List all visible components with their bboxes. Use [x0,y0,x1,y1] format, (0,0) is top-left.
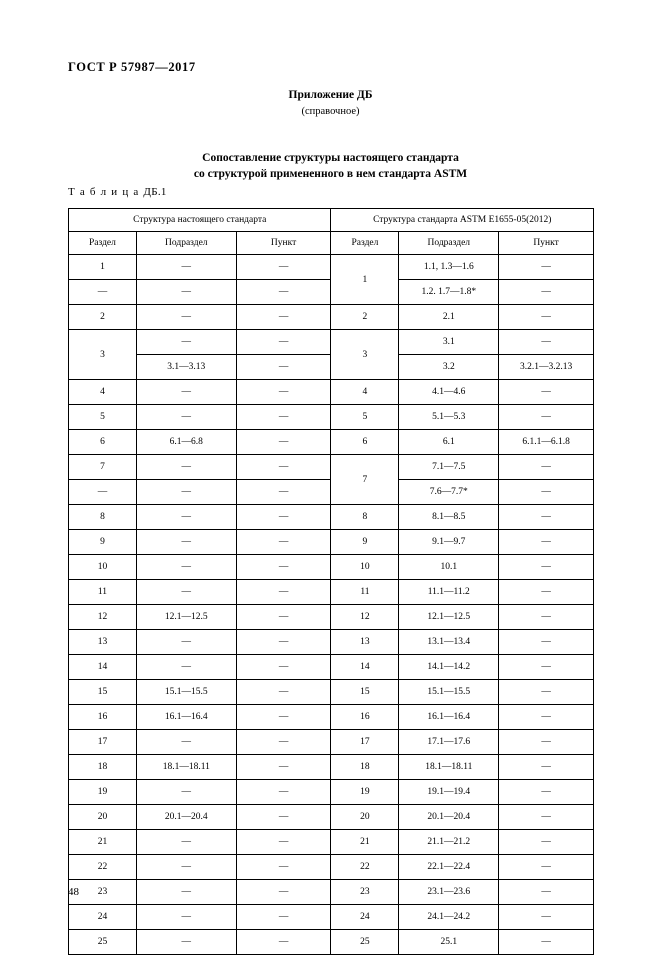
cell-punkt-local: — [236,630,331,655]
cell-razdel-astm: 15 [331,680,399,705]
cell-podrazdel-local: — [136,930,236,955]
cell-podrazdel-local: — [136,655,236,680]
cell-razdel-astm: 13 [331,630,399,655]
page-number: 48 [68,886,79,898]
cell-punkt-local: — [236,355,331,380]
cell-razdel-local: 11 [69,580,137,605]
cell-punkt-astm: — [499,555,594,580]
cell-punkt-local: — [236,330,331,355]
cell-razdel-astm: 9 [331,530,399,555]
cell-podrazdel-local: — [136,505,236,530]
cell-razdel-astm: 10 [331,555,399,580]
cell-razdel-local: 20 [69,805,137,830]
table-row [69,380,594,405]
cell-podrazdel-astm: 7.1—7.5 [399,455,499,480]
cell-punkt-local: — [236,880,331,905]
cell-podrazdel-local: — [136,330,236,355]
cell-razdel-local: — [69,480,137,505]
table-caption-label: Т а б л и ц а [68,186,140,198]
cell-punkt-local: — [236,405,331,430]
cell-punkt-astm: — [499,455,594,480]
cell-razdel-local: 13 [69,630,137,655]
cell-podrazdel-local: — [136,380,236,405]
cell-punkt-astm: — [499,680,594,705]
cell-podrazdel-local: 6.1—6.8 [136,430,236,455]
cell-podrazdel-local: — [136,830,236,855]
cell-razdel-local: — [69,280,137,305]
cell-razdel-local: 9 [69,530,137,555]
table-row [69,330,594,355]
cell-punkt-local: — [236,855,331,880]
cell-razdel-local: 8 [69,505,137,530]
cell-punkt-local: — [236,555,331,580]
cell-punkt-astm: — [499,705,594,730]
cell-podrazdel-local: — [136,905,236,930]
cell-podrazdel-local: — [136,580,236,605]
cell-podrazdel-local: — [136,530,236,555]
cell-podrazdel-astm: 2.1 [399,305,499,330]
cell-razdel-local: 10 [69,555,137,580]
cell-razdel-astm: 21 [331,830,399,855]
cell-punkt-local: — [236,680,331,705]
cell-podrazdel-local: — [136,730,236,755]
page-title-line1: Сопоставление структуры настоящего стандарта [202,152,459,164]
column-header-podrazdel-local: Подраздел [136,232,236,255]
table-row [69,505,594,530]
cell-punkt-astm: — [499,755,594,780]
table-row [69,305,594,330]
page-title [0,150,661,182]
cell-razdel-astm: 7 [331,455,399,505]
cell-podrazdel-astm: 1.1, 1.3—1.6 [399,255,499,280]
table-row [69,555,594,580]
cell-punkt-astm: — [499,530,594,555]
table-row [69,905,594,930]
column-header-punkt-astm: Пункт [499,232,594,255]
column-header-razdel-local: Раздел [69,232,137,255]
cell-razdel-astm: 24 [331,905,399,930]
cell-razdel-local: 6 [69,430,137,455]
cell-podrazdel-astm: 25.1 [399,930,499,955]
cell-razdel-astm: 22 [331,855,399,880]
cell-punkt-local: — [236,805,331,830]
cell-razdel-local: 16 [69,705,137,730]
cell-punkt-astm: — [499,480,594,505]
cell-razdel-local: 5 [69,405,137,430]
cell-punkt-astm: — [499,605,594,630]
cell-punkt-astm: — [499,855,594,880]
cell-podrazdel-local: 12.1—12.5 [136,605,236,630]
cell-punkt-astm: — [499,405,594,430]
column-header-punkt-local: Пункт [236,232,331,255]
cell-podrazdel-local: 18.1—18.11 [136,755,236,780]
cell-razdel-local: 2 [69,305,137,330]
cell-podrazdel-astm: 14.1—14.2 [399,655,499,680]
cell-razdel-astm: 20 [331,805,399,830]
cell-podrazdel-astm: 15.1—15.5 [399,680,499,705]
cell-podrazdel-astm: 11.1—11.2 [399,580,499,605]
cell-punkt-local: — [236,655,331,680]
table-row [69,705,594,730]
cell-punkt-astm: — [499,655,594,680]
cell-podrazdel-astm: 8.1—8.5 [399,505,499,530]
cell-razdel-astm: 18 [331,755,399,780]
table-row [69,255,594,280]
cell-podrazdel-local: — [136,280,236,305]
appendix-title: Приложение ДБ [288,89,373,101]
cell-punkt-local: — [236,580,331,605]
cell-podrazdel-astm: 9.1—9.7 [399,530,499,555]
table-row [69,855,594,880]
cell-punkt-astm: — [499,280,594,305]
cell-punkt-astm: — [499,505,594,530]
cell-podrazdel-local: — [136,480,236,505]
cell-razdel-astm: 14 [331,655,399,680]
cell-podrazdel-astm: 17.1—17.6 [399,730,499,755]
cell-podrazdel-local: — [136,630,236,655]
cell-punkt-local: — [236,905,331,930]
cell-podrazdel-astm: 1.2. 1.7—1.8* [399,280,499,305]
cell-podrazdel-local: — [136,405,236,430]
cell-punkt-astm: — [499,255,594,280]
cell-punkt-astm: — [499,630,594,655]
cell-punkt-local: — [236,255,331,280]
cell-punkt-local: — [236,830,331,855]
cell-punkt-local: — [236,780,331,805]
table-row [69,930,594,955]
cell-podrazdel-astm: 19.1—19.4 [399,780,499,805]
cell-podrazdel-local: — [136,880,236,905]
cell-podrazdel-local: — [136,555,236,580]
cell-podrazdel-astm: 22.1—22.4 [399,855,499,880]
cell-podrazdel-local: — [136,780,236,805]
table-body [69,255,594,955]
cell-podrazdel-local: — [136,305,236,330]
cell-podrazdel-astm: 10.1 [399,555,499,580]
group-header-astm: Структура стандарта ASTM E1655-05(2012) [331,209,594,232]
cell-podrazdel-astm: 5.1—5.3 [399,405,499,430]
table-row [69,780,594,805]
table-column-header-row [69,232,594,255]
cell-punkt-astm: — [499,305,594,330]
cell-punkt-astm: — [499,880,594,905]
cell-podrazdel-local: 20.1—20.4 [136,805,236,830]
cell-razdel-astm: 4 [331,380,399,405]
table-caption-number: ДБ.1 [143,186,167,198]
table-header [69,209,594,255]
table-row [69,455,594,480]
cell-podrazdel-astm: 7.6—7.7* [399,480,499,505]
cell-punkt-local: — [236,930,331,955]
table-group-header-row [69,209,594,232]
cell-punkt-astm: — [499,830,594,855]
cell-razdel-local: 3 [69,330,137,380]
cell-podrazdel-astm: 18.1—18.11 [399,755,499,780]
cell-punkt-local: — [236,705,331,730]
cell-podrazdel-astm: 20.1—20.4 [399,805,499,830]
cell-podrazdel-local: 16.1—16.4 [136,705,236,730]
cell-podrazdel-astm: 3.1 [399,330,499,355]
cell-razdel-astm: 19 [331,780,399,805]
cell-razdel-local: 25 [69,930,137,955]
cell-razdel-astm: 11 [331,580,399,605]
cell-punkt-astm: — [499,730,594,755]
standard-designation: ГОСТ Р 57987—2017 [68,60,196,74]
cell-podrazdel-astm: 24.1—24.2 [399,905,499,930]
cell-razdel-astm: 23 [331,880,399,905]
table-row [69,880,594,905]
table-row [69,655,594,680]
cell-podrazdel-local: — [136,255,236,280]
cell-razdel-local: 4 [69,380,137,405]
cell-razdel-astm: 1 [331,255,399,305]
cell-razdel-astm: 3 [331,330,399,380]
cell-podrazdel-astm: 21.1—21.2 [399,830,499,855]
cell-punkt-astm: — [499,805,594,830]
cell-podrazdel-astm: 6.1 [399,430,499,455]
cell-punkt-local: — [236,455,331,480]
cell-podrazdel-astm: 4.1—4.6 [399,380,499,405]
column-header-podrazdel-astm: Подраздел [399,232,499,255]
table-row [69,680,594,705]
cell-punkt-local: — [236,755,331,780]
cell-razdel-local: 1 [69,255,137,280]
cell-razdel-astm: 8 [331,505,399,530]
table-row [69,730,594,755]
table-row [69,805,594,830]
cell-razdel-local: 15 [69,680,137,705]
cell-punkt-local: — [236,430,331,455]
cell-razdel-local: 21 [69,830,137,855]
cell-punkt-local: — [236,605,331,630]
cell-razdel-local: 18 [69,755,137,780]
cell-punkt-local: — [236,305,331,330]
cell-punkt-local: — [236,280,331,305]
table-row [69,580,594,605]
cell-razdel-local: 12 [69,605,137,630]
cell-punkt-astm: — [499,780,594,805]
table-row [69,605,594,630]
cell-razdel-astm: 25 [331,930,399,955]
cell-podrazdel-local: 15.1—15.5 [136,680,236,705]
cell-razdel-local: 17 [69,730,137,755]
cell-punkt-astm: 3.2.1—3.2.13 [499,355,594,380]
table-row [69,755,594,780]
table-row [69,430,594,455]
cell-punkt-astm: — [499,580,594,605]
table-row [69,530,594,555]
cell-punkt-local: — [236,730,331,755]
cell-razdel-local: 22 [69,855,137,880]
column-header-razdel-astm: Раздел [331,232,399,255]
cell-podrazdel-astm: 13.1—13.4 [399,630,499,655]
cell-podrazdel-astm: 12.1—12.5 [399,605,499,630]
cell-razdel-local: 19 [69,780,137,805]
cell-razdel-astm: 2 [331,305,399,330]
cell-punkt-astm: — [499,930,594,955]
comparison-table [68,208,594,955]
cell-punkt-astm: — [499,905,594,930]
cell-razdel-local: 24 [69,905,137,930]
cell-podrazdel-local: — [136,455,236,480]
cell-punkt-astm: 6.1.1—6.1.8 [499,430,594,455]
cell-podrazdel-astm: 3.2 [399,355,499,380]
table-row [69,630,594,655]
cell-razdel-astm: 17 [331,730,399,755]
table-row [69,830,594,855]
cell-punkt-astm: — [499,380,594,405]
cell-razdel-local: 7 [69,455,137,480]
cell-podrazdel-local: — [136,855,236,880]
table-caption [68,186,167,198]
page-title-line2: со структурой примененного в нем стандарта ASTM [193,168,468,180]
cell-razdel-astm: 16 [331,705,399,730]
cell-punkt-astm: — [499,330,594,355]
cell-punkt-local: — [236,505,331,530]
table-row [69,405,594,430]
appendix-subtitle: (справочное) [301,106,360,117]
cell-razdel-local: 23 [69,880,137,905]
group-header-local: Структура настоящего стандарта [69,209,331,232]
cell-punkt-local: — [236,530,331,555]
cell-razdel-astm: 5 [331,405,399,430]
cell-razdel-astm: 6 [331,430,399,455]
cell-podrazdel-astm: 16.1—16.4 [399,705,499,730]
cell-razdel-local: 14 [69,655,137,680]
cell-podrazdel-local: 3.1—3.13 [136,355,236,380]
cell-podrazdel-astm: 23.1—23.6 [399,880,499,905]
cell-razdel-astm: 12 [331,605,399,630]
cell-punkt-local: — [236,380,331,405]
cell-punkt-local: — [236,480,331,505]
